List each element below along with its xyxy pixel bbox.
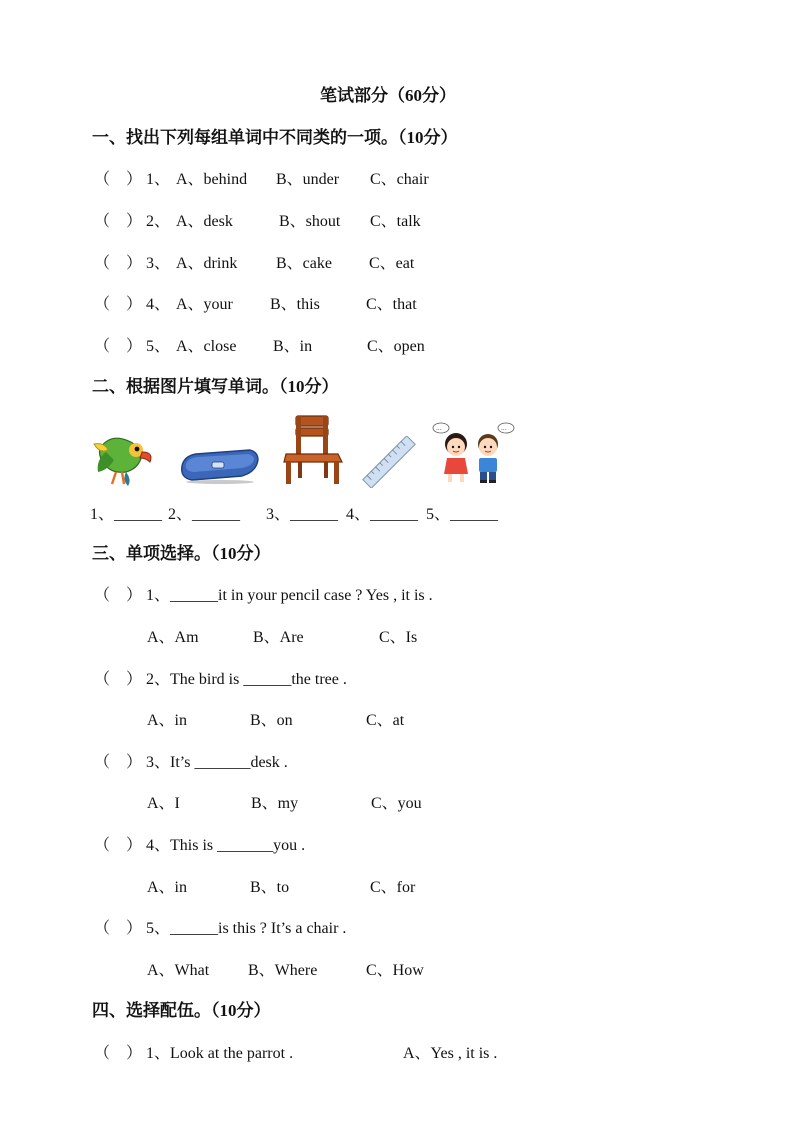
answer-bracket[interactable]: （ ）: [94, 213, 143, 230]
option-b: B、Are: [253, 629, 304, 646]
chair-icon: [280, 414, 346, 486]
option-a: A、your: [176, 296, 233, 313]
answer-bracket[interactable]: （ ）: [94, 1045, 143, 1062]
option-b: B、shout: [279, 213, 341, 230]
option-a: A、I: [147, 795, 180, 812]
option-c: C、that: [366, 296, 417, 313]
answer-bracket[interactable]: （ ）: [94, 338, 143, 355]
option-a: A、in: [147, 712, 188, 729]
question-text: 4、This is _______you .: [146, 837, 306, 854]
option-c: C、How: [366, 962, 424, 979]
parrot-icon: [90, 430, 158, 486]
blank-4[interactable]: 4、______: [346, 506, 419, 523]
page-title: 笔试部分（60分）: [320, 86, 456, 105]
option-b: B、my: [251, 795, 299, 812]
item-number: 2、: [146, 213, 171, 230]
section-2-heading: 二、根据图片填写单词。（10分）: [92, 377, 339, 396]
question-text: 2、The bird is ______the tree .: [146, 671, 347, 688]
blank-2[interactable]: 2、______: [168, 506, 241, 523]
answer-bracket[interactable]: （ ）: [94, 255, 143, 272]
option-b: B、cake: [276, 255, 332, 272]
option-b: B、on: [250, 712, 293, 729]
blank-1[interactable]: 1、______: [90, 506, 163, 523]
pencil-case-icon: [178, 446, 260, 484]
option-a: A、close: [176, 338, 237, 355]
option-c: C、Is: [379, 629, 418, 646]
svg-text:...: ...: [436, 425, 442, 432]
option-a: A、behind: [176, 171, 248, 188]
option-a: A、drink: [176, 255, 238, 272]
section-3-heading: 三、单项选择。（10分）: [92, 544, 271, 563]
option-c: C、for: [370, 879, 416, 896]
option-c: C、at: [366, 712, 405, 729]
item-number: 4、: [146, 296, 171, 313]
option-c: C、you: [371, 795, 422, 812]
blank-3[interactable]: 3、______: [266, 506, 339, 523]
answer-bracket[interactable]: （ ）: [94, 171, 143, 188]
option-a: A、What: [147, 962, 210, 979]
item-number: 3、: [146, 255, 171, 272]
answer-bracket[interactable]: （ ）: [94, 920, 143, 937]
option-b: B、this: [270, 296, 320, 313]
item-number: 5、: [146, 338, 171, 355]
children-talking-icon: [432, 420, 516, 486]
matching-prompt: 1、Look at the parrot .: [146, 1045, 294, 1062]
answer-bracket[interactable]: （ ）: [94, 754, 143, 771]
option-b: B、Where: [248, 962, 318, 979]
item-number: 1、: [146, 171, 171, 188]
section-1-heading: 一、找出下列每组单词中不同类的一项。（10分）: [92, 128, 458, 147]
option-a: A、desk: [176, 213, 233, 230]
option-c: C、open: [367, 338, 425, 355]
option-b: B、in: [273, 338, 313, 355]
option-c: C、talk: [370, 213, 421, 230]
svg-text:...: ...: [501, 425, 507, 432]
blank-5[interactable]: 5、______: [426, 506, 499, 523]
answer-bracket[interactable]: （ ）: [94, 296, 143, 313]
option-b: B、to: [250, 879, 290, 896]
question-text: 1、______it in your pencil case ? Yes , it is .: [146, 587, 433, 604]
answer-bracket[interactable]: （ ）: [94, 587, 143, 604]
matching-answer: A、Yes , it is .: [403, 1045, 498, 1062]
option-c: C、eat: [369, 255, 415, 272]
answer-bracket[interactable]: （ ）: [94, 837, 143, 854]
option-b: B、under: [276, 171, 340, 188]
ruler-icon: [362, 436, 416, 488]
section-4-heading: 四、选择配伍。（10分）: [92, 1001, 271, 1020]
question-text: 3、It’s _______desk .: [146, 754, 288, 771]
option-a: A、in: [147, 879, 188, 896]
question-text: 5、______is this ? It’s a chair .: [146, 920, 347, 937]
answer-bracket[interactable]: （ ）: [94, 671, 143, 688]
option-a: A、Am: [147, 629, 199, 646]
option-c: C、chair: [370, 171, 429, 188]
